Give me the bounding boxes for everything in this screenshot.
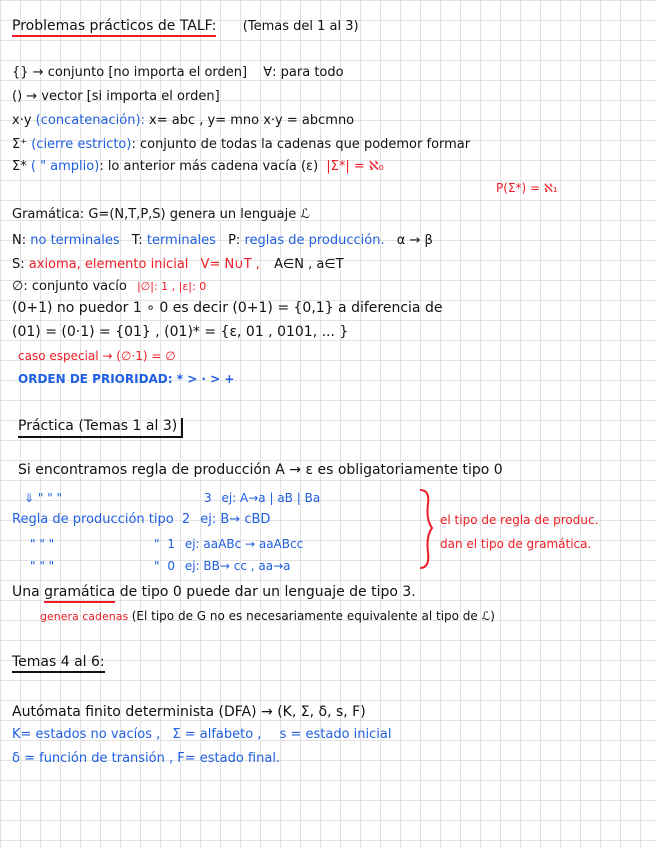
temas46-title-row (12, 654, 105, 670)
type3-row (204, 492, 320, 506)
claim-note-row (40, 610, 495, 624)
claim-rest: de tipo 0 puede dar un lenguaje de tipo 3. (119, 584, 416, 600)
sigma-star-term: ( " amplio) (30, 159, 100, 174)
def-forall: ∀: para todo (263, 65, 344, 80)
powerset-cardinality: P(Σ*) = ℵ₁ (496, 181, 558, 195)
p-arrow: α → β (396, 233, 433, 248)
s-def: axioma, elemento inicial (28, 257, 189, 272)
empty-set-cardinality: |∅|: 1 , |ε|: 0 (136, 280, 207, 293)
dfa-k: K= estados no vacíos , (12, 727, 161, 742)
dfa-def: Autómata finito determinista (DFA) → (K, Σ, δ, s, F) (12, 704, 366, 720)
type1-example: ej: aaABc → aaABcc (184, 537, 304, 551)
union-example: (0+1) no puedor 1 ∘ 0 es decir (0+1) = {0,1} a diferencia de (12, 300, 443, 316)
type1-quote: " (154, 537, 160, 551)
concat-example-2: (01) = (0·1) = {01} , (01)* = {ε, 01 , 0101, ... } (12, 324, 349, 340)
def-vector: () → vector [si importa el orden] (12, 89, 220, 104)
type0-quote: " (154, 559, 160, 573)
v-def: V= N∪T , (200, 257, 260, 272)
p-label: P: (228, 233, 241, 248)
type3-number: 3 (204, 491, 212, 505)
practica-title: Práctica (Temas 1 al 3) (18, 418, 183, 438)
dfa-s: s = estado inicial (279, 727, 392, 742)
sigma-star-cardinality: |Σ*| = ℵ₀ (326, 159, 384, 174)
grammar-def: Gramática: G=(N,T,P,S) genera un lenguaje ℒ (12, 207, 310, 222)
type0-row (30, 560, 291, 574)
page-title-row (12, 18, 359, 35)
type-arrows-row (24, 492, 62, 506)
def-concat-row (12, 114, 354, 129)
claim-note-equivalence: (El tipo de G no es necesariamente equivalente al tipo de ℒ) (131, 609, 495, 623)
concat-term: (concatenación): (35, 113, 145, 128)
page-subtitle: (Temas del 1 al 3) (242, 19, 359, 34)
concat-label: x·y (12, 113, 32, 128)
empty-set-def: ∅: conjunto vacío (12, 279, 127, 294)
claim-note-generates: genera cadenas (40, 610, 129, 623)
n-label: N: (12, 233, 27, 248)
red-curly-brace (414, 488, 436, 570)
t-label: T: (131, 233, 143, 248)
def-sigma-plus-row (12, 138, 470, 153)
temas46-title: Temas 4 al 6: (12, 654, 105, 673)
sigma-star-def: : lo anterior más cadena vacía (ε) (99, 159, 319, 174)
grammar-axiom-row (12, 258, 344, 273)
n-def: no terminales (30, 233, 120, 248)
dfa-sigma: Σ = alfabeto , (172, 727, 262, 742)
membership: A∈N , a∈T (274, 257, 344, 272)
type-arrows: ⇓ " " " (24, 491, 63, 505)
epsilon-rule: Si encontramos regla de producción A → ε es obligatoriamente tipo 0 (18, 462, 503, 478)
sigma-star-symbol: Σ* (12, 159, 27, 174)
def-sigma-star-row (12, 160, 384, 175)
type2-number: 2 (181, 512, 191, 527)
priority-order: ORDEN DE PRIORIDAD: * > · > + (18, 372, 235, 386)
type1-row (30, 538, 303, 552)
type1-number: 1 (167, 537, 176, 551)
type0-example: ej: BB→ cc , aa→a (184, 559, 291, 573)
empty-set-row (12, 280, 206, 295)
claim-start: Una (12, 584, 40, 600)
type3-example: ej: A→a | aB | Ba (221, 491, 321, 505)
page-title: Problemas prácticos de TALF: (12, 18, 216, 37)
sigma-plus-symbol: Σ⁺ (12, 137, 28, 152)
special-case: caso especial → (∅·1) = ∅ (18, 349, 176, 363)
type0-number: 0 (167, 559, 176, 573)
concat-example: x= abc , y= mno x·y = abcmno (149, 113, 355, 128)
type2-row (12, 513, 270, 528)
sigma-plus-def: : conjunto de todas la cadenas que podemor formar (131, 137, 471, 152)
claim-gramatica: gramática (44, 584, 115, 603)
grammar-type-claim (12, 584, 416, 600)
type0-quotes: " " " (30, 559, 55, 573)
brace-note-1: el tipo de regla de produc. (440, 513, 599, 527)
p-def: reglas de producción. (244, 233, 385, 248)
sigma-plus-term: (cierre estricto) (31, 137, 132, 152)
s-label: S: (12, 257, 25, 272)
type2-example: ej: B→ cBD (200, 512, 271, 527)
def-set-row (12, 66, 344, 81)
dfa-delta: δ = función de transión , F= estado final. (12, 751, 281, 766)
grammar-components-row (12, 234, 433, 249)
brace-note-2: dan el tipo de gramática. (440, 537, 592, 551)
type1-quotes: " " " (30, 537, 55, 551)
def-set: {} → conjunto [no importa el orden] (12, 65, 248, 80)
production-rule-type-label: Regla de producción tipo (12, 512, 174, 527)
t-def: terminales (146, 233, 216, 248)
practica-title-row (18, 418, 183, 434)
dfa-components-row (12, 728, 391, 743)
